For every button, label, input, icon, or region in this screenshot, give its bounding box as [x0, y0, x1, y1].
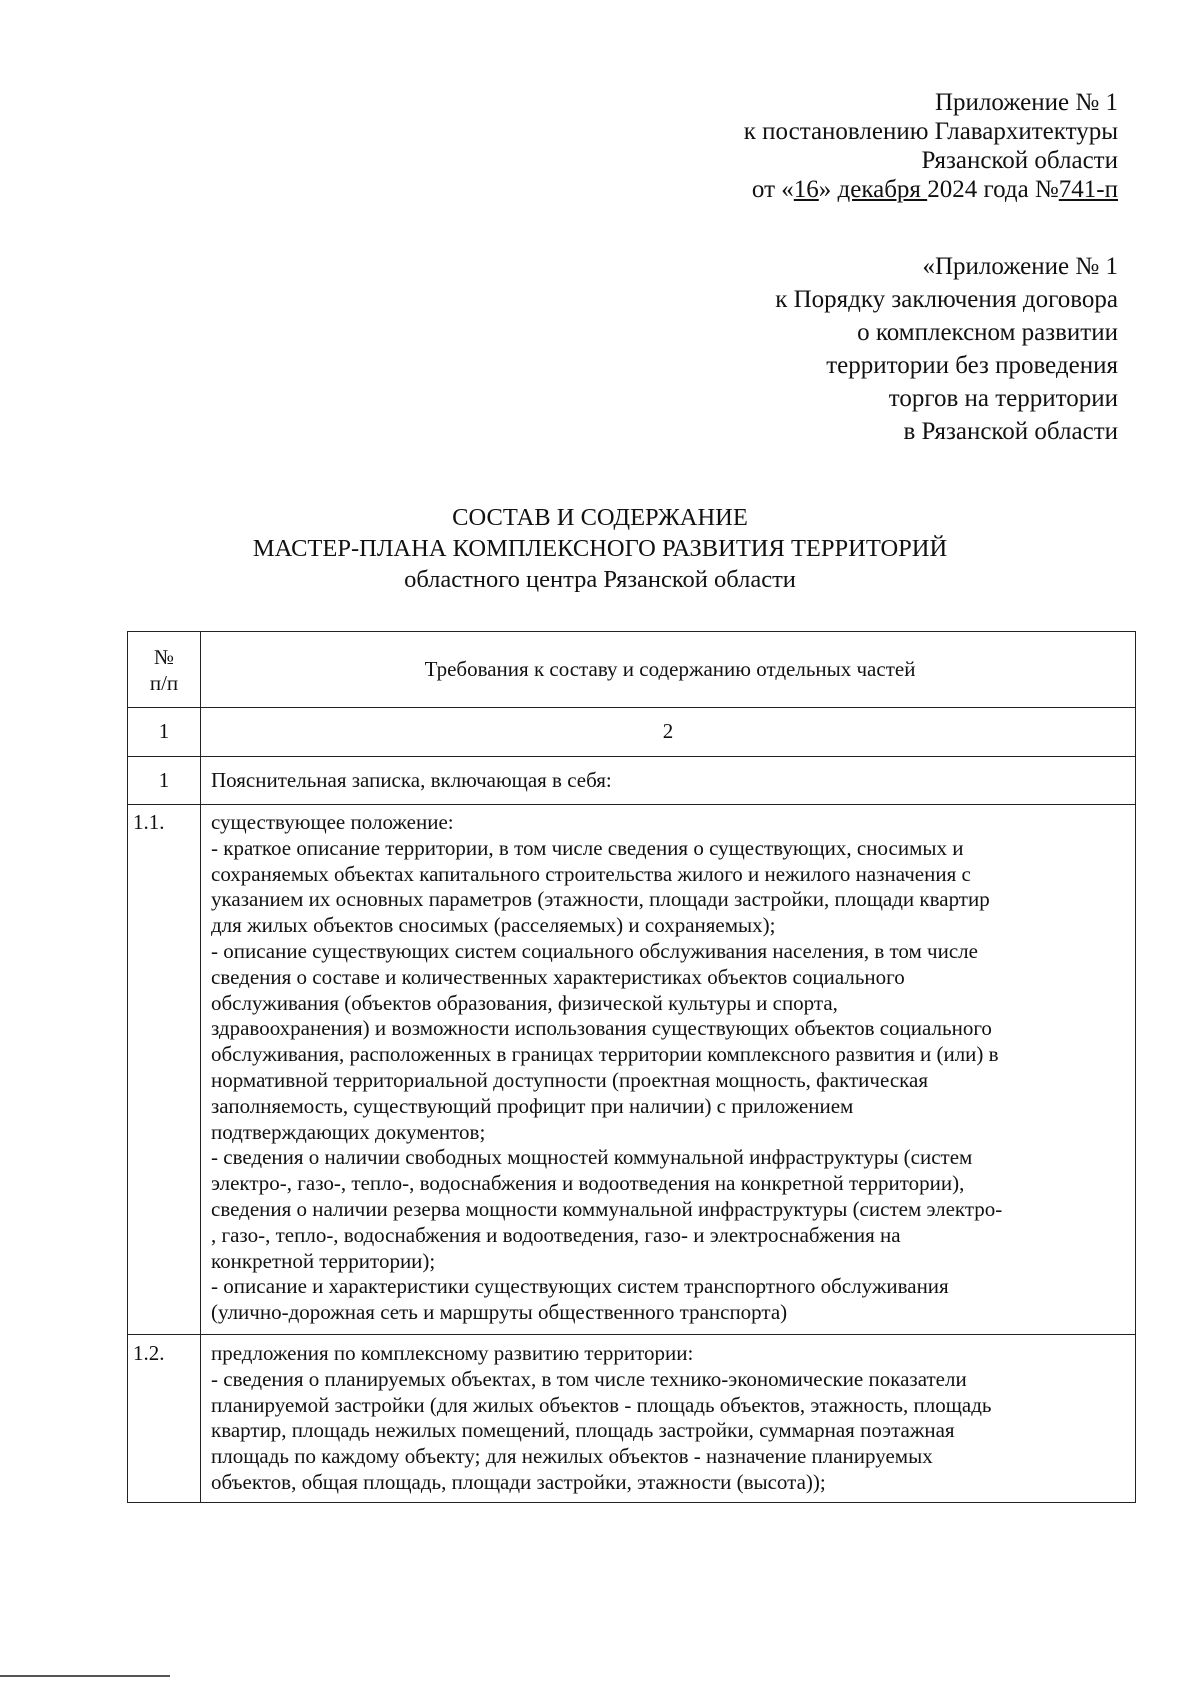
- row-number: 1: [128, 757, 201, 805]
- table-header-row: [128, 632, 1136, 708]
- text-line: заполняемость, существующий профицит при наличии) с приложением: [211, 1093, 854, 1118]
- text-line: обслуживания (объектов образования, физической культуры и спорта,: [211, 990, 838, 1015]
- appendix-order-line: территории без проведения: [826, 352, 1118, 379]
- text-line: указанием их основных параметров (этажности, площади застройки, площади квартир: [211, 887, 990, 912]
- table-row: [128, 805, 1136, 1335]
- text-line: объектов, общая площадь, площади застройки, этажности (высота));: [211, 1469, 826, 1494]
- date-prefix: от «: [751, 176, 794, 203]
- text-line: обслуживания, расположенных в границах территории комплексного развития и (или) в: [211, 1042, 999, 1067]
- title-line1: СОСТАВ И СОДЕРЖАНИЕ: [452, 504, 748, 531]
- appendix-order-block: [775, 250, 1118, 448]
- date-day: 16: [793, 176, 819, 203]
- table-row: [128, 757, 1136, 805]
- decree-number: 741-п: [1058, 176, 1118, 203]
- appendix-block: [744, 88, 1118, 204]
- text-line: площадь по каждому объекту; для нежилых объектов - назначение планируемых: [211, 1444, 933, 1469]
- index-col1: 1: [128, 708, 201, 757]
- date-mid: »: [818, 176, 838, 203]
- appendix-order-line: «Приложение № 1: [922, 253, 1118, 280]
- header-requirements-cell: Требования к составу и содержанию отдельных частей: [201, 632, 1136, 708]
- row-text: [201, 1334, 1136, 1502]
- text-line: - описание и характеристики существующих систем транспортного обслуживания: [211, 1274, 949, 1299]
- row-text: Пояснительная записка, включающая в себя:: [201, 757, 1136, 805]
- text-line: квартир, площадь нежилых помещений, площадь застройки, суммарная поэтажная: [211, 1418, 955, 1443]
- table-row: [128, 1334, 1136, 1502]
- text-line: для жилых объектов сносимых (расселяемых) и сохраняемых);: [211, 913, 776, 938]
- requirements-table: [127, 631, 1136, 1503]
- appendix-order-line: торгов на территории: [888, 385, 1118, 412]
- appendix-line1: Приложение № 1: [934, 89, 1118, 116]
- text-line: сведения о наличии резерва мощности коммунальной инфраструктуры (систем электро-: [211, 1196, 1003, 1221]
- scan-edge-rule: [0, 1675, 170, 1677]
- date-year: 2024 года №: [927, 176, 1059, 203]
- row-text: [201, 805, 1136, 1335]
- text-line: предложения по комплексному развитию территории:: [211, 1340, 694, 1365]
- text-line: (улично-дорожная сеть и маршруты общественного транспорта): [211, 1300, 788, 1325]
- text-line: существующее положение:: [211, 810, 454, 834]
- text-line: сведения о составе и количественных характеристиках объектов социального: [211, 964, 905, 989]
- title-line2: МАСТЕР-ПЛАНА КОМПЛЕКСНОГО РАЗВИТИЯ ТЕРРИТОРИЙ: [252, 535, 948, 562]
- table-index-row: [128, 708, 1136, 757]
- title-line3: областного центра Рязанской области: [404, 566, 796, 593]
- header-num-symbol: №: [153, 644, 175, 669]
- appendix-order-line: о комплексном развитии: [857, 319, 1118, 346]
- text-line: подтверждающих документов;: [211, 1119, 486, 1144]
- header-num-abbr: п/п: [149, 670, 179, 695]
- row-number: 1.2.: [128, 1334, 201, 1502]
- appendix-order-line: в Рязанской области: [903, 418, 1118, 445]
- appendix-date-line: [744, 175, 1118, 204]
- text-line: - описание существующих систем социального обслуживания населения, в том числе: [211, 938, 978, 963]
- text-line: здравоохранения) и возможности использования существующих объектов социального: [211, 1016, 992, 1041]
- text-line: конкретной территории);: [211, 1248, 436, 1273]
- text-line: , газо-, тепло-, водоснабжения и водоотведения, газо- и электроснабжения на: [211, 1222, 901, 1247]
- text-line: - сведения о наличии свободных мощностей коммунальной инфраструктуры (систем: [211, 1145, 973, 1170]
- appendix-line2: к постановлению Главархитектуры: [743, 118, 1118, 145]
- date-month: декабря: [837, 176, 928, 203]
- text-line: планируемой застройки (для жилых объектов - площадь объектов, этажность, площадь: [211, 1392, 992, 1417]
- text-line: электро-, газо-, тепло-, водоснабжения и водоотведения на конкретной территории),: [211, 1171, 965, 1196]
- text-line: сохраняемых объектах капитального строительства жилого и нежилого назначения с: [211, 861, 971, 886]
- text-line: - краткое описание территории, в том числе сведения о существующих, сносимых и: [211, 835, 964, 860]
- row-number: 1.1.: [128, 805, 201, 1335]
- document-title: [0, 502, 1200, 595]
- header-num-cell: [128, 632, 201, 708]
- text-line: нормативной территориальной доступности (проектная мощность, фактическая: [211, 1067, 929, 1092]
- index-col2: 2: [201, 708, 1136, 757]
- appendix-line3: Рязанской области: [921, 147, 1118, 174]
- appendix-order-line: к Порядку заключения договора: [775, 286, 1118, 313]
- text-line: - сведения о планируемых объектах, в том числе технико-экономические показатели: [211, 1366, 967, 1391]
